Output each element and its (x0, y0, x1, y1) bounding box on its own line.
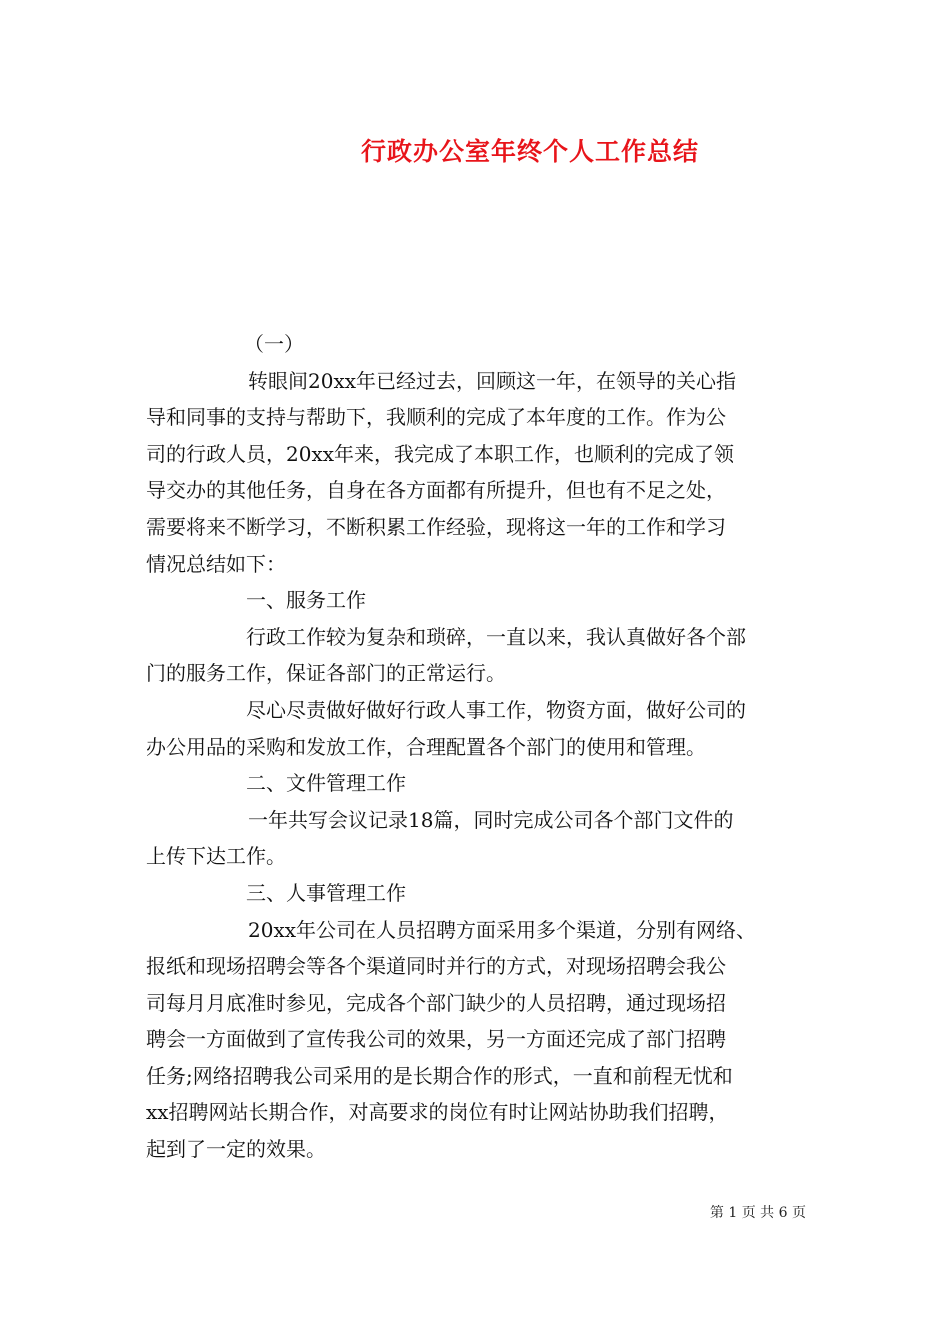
paragraph-line: 司每月月底准时参见，完成各个部门缺少的人员招聘，通过现场招 (146, 990, 726, 1015)
paragraph-line: 门的服务工作，保证各部门的正常运行。 (146, 661, 506, 686)
paragraph-line: 办公用品的采购和发放工作，合理配置各个部门的使用和管理。 (146, 734, 706, 759)
section-marker: （一） (244, 332, 304, 356)
paragraph-line: xx招聘网站长期合作，对高要求的岗位有时让网站协助我们招聘， (146, 1100, 729, 1125)
paragraph-line: 需要将来不断学习，不断积累工作经验，现将这一年的工作和学习 (146, 514, 726, 539)
paragraph-line: 起到了一定的效果。 (146, 1137, 326, 1162)
section-heading: 二、文件管理工作 (246, 771, 406, 796)
paragraph-line: 导交办的其他任务，自身在各方面都有所提升，但也有不足之处， (146, 478, 726, 503)
paragraph-line: 转眼间20xx年已经过去，回顾这一年，在领导的关心指 (248, 368, 737, 393)
section-heading: 三、人事管理工作 (246, 880, 406, 905)
paragraph-line: 一年共写会议记录18篇，同时完成公司各个部门文件的 (248, 807, 734, 832)
document-title: 行政办公室年终个人工作总结 (360, 137, 699, 166)
page-number-footer: 第 1 页 共 6 页 (709, 1205, 806, 1221)
paragraph-line: 上传下达工作。 (146, 844, 286, 869)
paragraph-line: 导和同事的支持与帮助下，我顺利的完成了本年度的工作。作为公 (146, 405, 726, 430)
paragraph-line: 20xx年公司在人员招聘方面采用多个渠道，分别有网络、 (248, 917, 757, 942)
section-heading: 一、服务工作 (246, 588, 366, 613)
paragraph-line: 司的行政人员，20xx年来，我完成了本职工作，也顺利的完成了领 (146, 441, 735, 466)
paragraph-line: 报纸和现场招聘会等各个渠道同时并行的方式，对现场招聘会我公 (146, 954, 726, 979)
paragraph-line: 聘会一方面做到了宣传我公司的效果，另一方面还完成了部门招聘 (146, 1027, 726, 1052)
document-body (146, 326, 810, 1168)
paragraph-line: 情况总结如下： (146, 551, 286, 576)
paragraph-line: 尽心尽责做好做好行政人事工作，物资方面，做好公司的 (246, 697, 746, 722)
paragraph-line: 行政工作较为复杂和琐碎，一直以来，我认真做好各个部 (246, 624, 746, 649)
paragraph-line: 任务;网络招聘我公司采用的是长期合作的形式，一直和前程无忧和 (146, 1063, 733, 1088)
